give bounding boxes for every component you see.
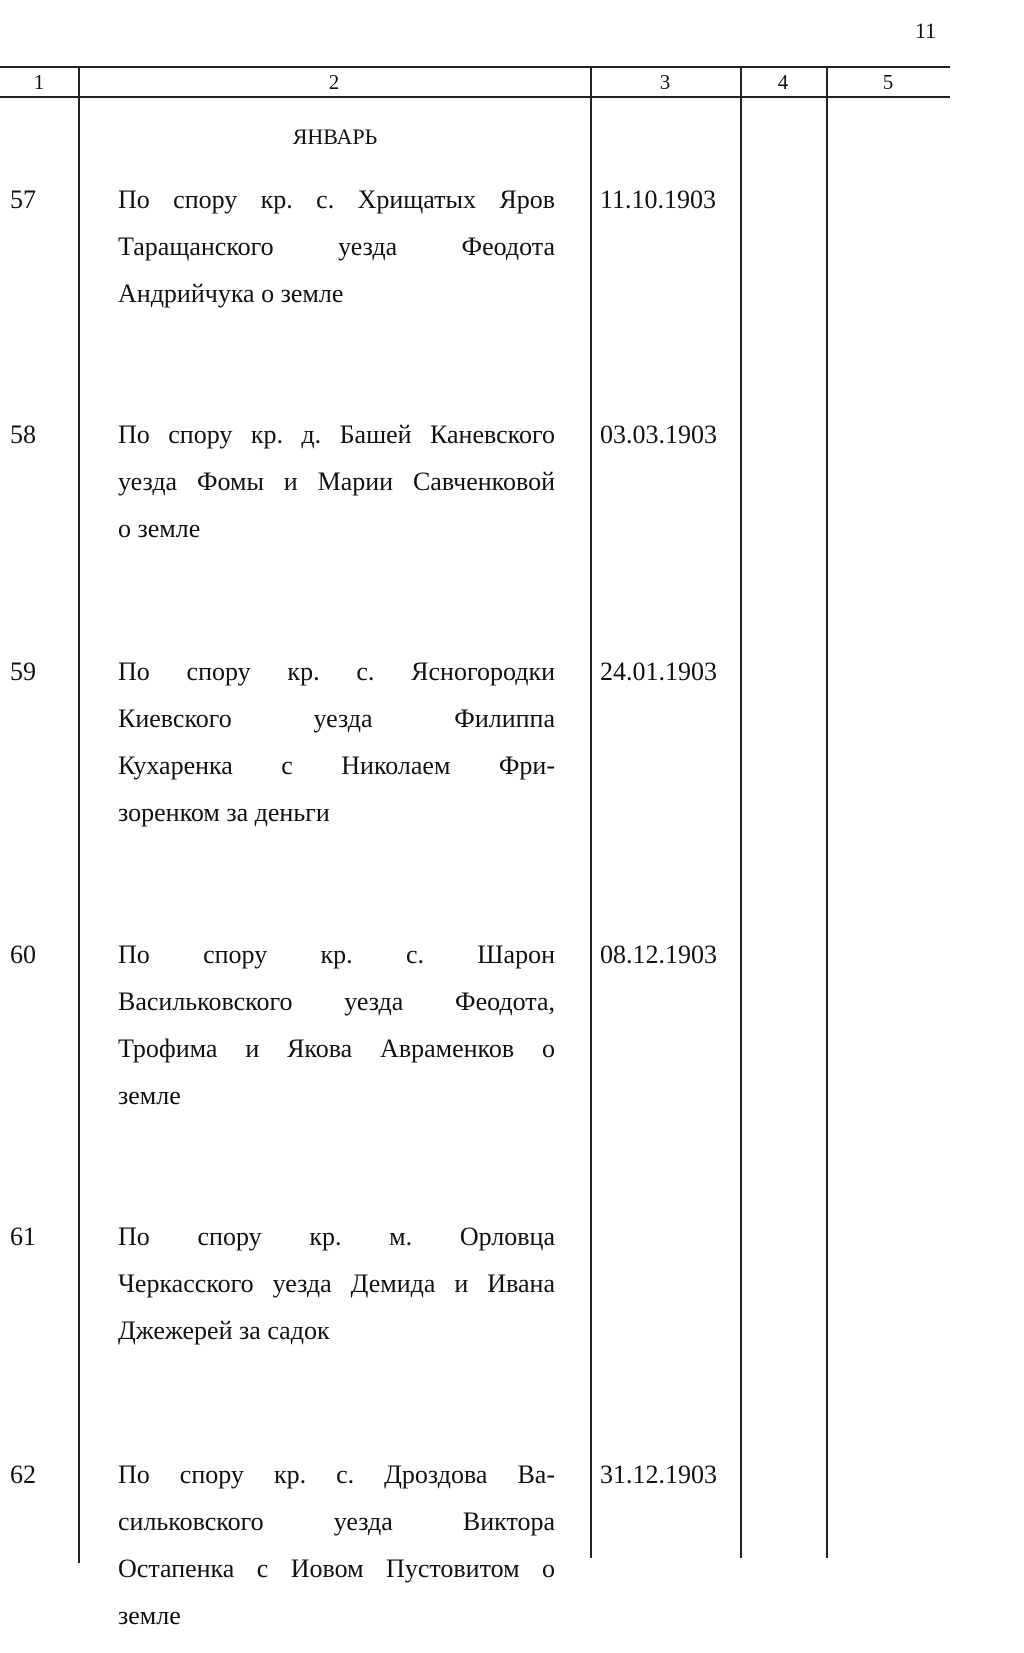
description-line: Кухаренка с Николаем Фри- <box>118 751 555 780</box>
column-header-1: 1 <box>33 70 45 94</box>
row-number: 59 <box>10 657 36 686</box>
row-number: 57 <box>10 185 36 214</box>
case-date: 03.03.1903 <box>600 420 717 449</box>
case-description <box>118 420 555 561</box>
description-line: зоренком за деньги <box>118 798 330 827</box>
description-line: Черкасского уезда Демида и Ивана <box>118 1269 555 1298</box>
page-number: 11 <box>915 18 937 43</box>
column-header-5: 5 <box>882 70 894 94</box>
case-date: 24.01.1903 <box>600 657 717 686</box>
description-line: По спору кр. с. Хрищатых Яров <box>118 185 555 214</box>
column-header-4: 4 <box>777 70 789 94</box>
column-header-2: 2 <box>328 70 340 94</box>
row-number: 61 <box>10 1222 36 1251</box>
description-line: Таращанского уезда Феодота <box>118 232 555 261</box>
case-description <box>118 1222 555 1363</box>
case-date: 08.12.1903 <box>600 940 717 969</box>
description-line: Киевского уезда Филиппа <box>118 704 555 733</box>
case-date: 31.12.1903 <box>600 1460 717 1489</box>
description-line: сильковского уезда Виктора <box>118 1507 555 1536</box>
description-line: Остапенка с Иовом Пустовитом о <box>118 1554 555 1583</box>
description-line: Джежерей за садок <box>118 1316 330 1345</box>
description-line: Васильковского уезда Феодота, <box>118 987 555 1016</box>
table-top-rule <box>0 66 950 68</box>
case-description <box>118 940 555 1128</box>
description-line: о земле <box>118 514 201 543</box>
month-heading: ЯНВАРЬ <box>292 124 378 149</box>
case-description <box>118 185 555 326</box>
description-line: По спору кр. с. Шарон <box>118 940 555 969</box>
case-description <box>118 1460 555 1648</box>
row-number: 62 <box>10 1460 36 1489</box>
row-number: 60 <box>10 940 36 969</box>
row-number: 58 <box>10 420 36 449</box>
description-line: земле <box>118 1081 181 1110</box>
description-line: Андрийчука о земле <box>118 279 344 308</box>
column-divider <box>78 66 80 1563</box>
column-divider <box>826 66 828 1558</box>
column-header-3: 3 <box>659 70 671 94</box>
description-line: уезда Фомы и Марии Савченковой <box>118 467 555 496</box>
description-line: По спору кр. с. Ясногородки <box>118 657 555 686</box>
header-bottom-rule <box>0 96 950 98</box>
case-date: 11.10.1903 <box>600 185 717 214</box>
description-line: Трофима и Якова Авраменков о <box>118 1034 555 1063</box>
column-divider <box>590 66 592 1558</box>
description-line: По спору кр. м. Орловца <box>118 1222 555 1251</box>
description-line: земле <box>118 1601 181 1630</box>
column-divider <box>740 66 742 1558</box>
description-line: По спору кр. с. Дроздова Ва- <box>118 1460 555 1489</box>
case-description <box>118 657 555 845</box>
description-line: По спору кр. д. Башей Каневского <box>118 420 555 449</box>
